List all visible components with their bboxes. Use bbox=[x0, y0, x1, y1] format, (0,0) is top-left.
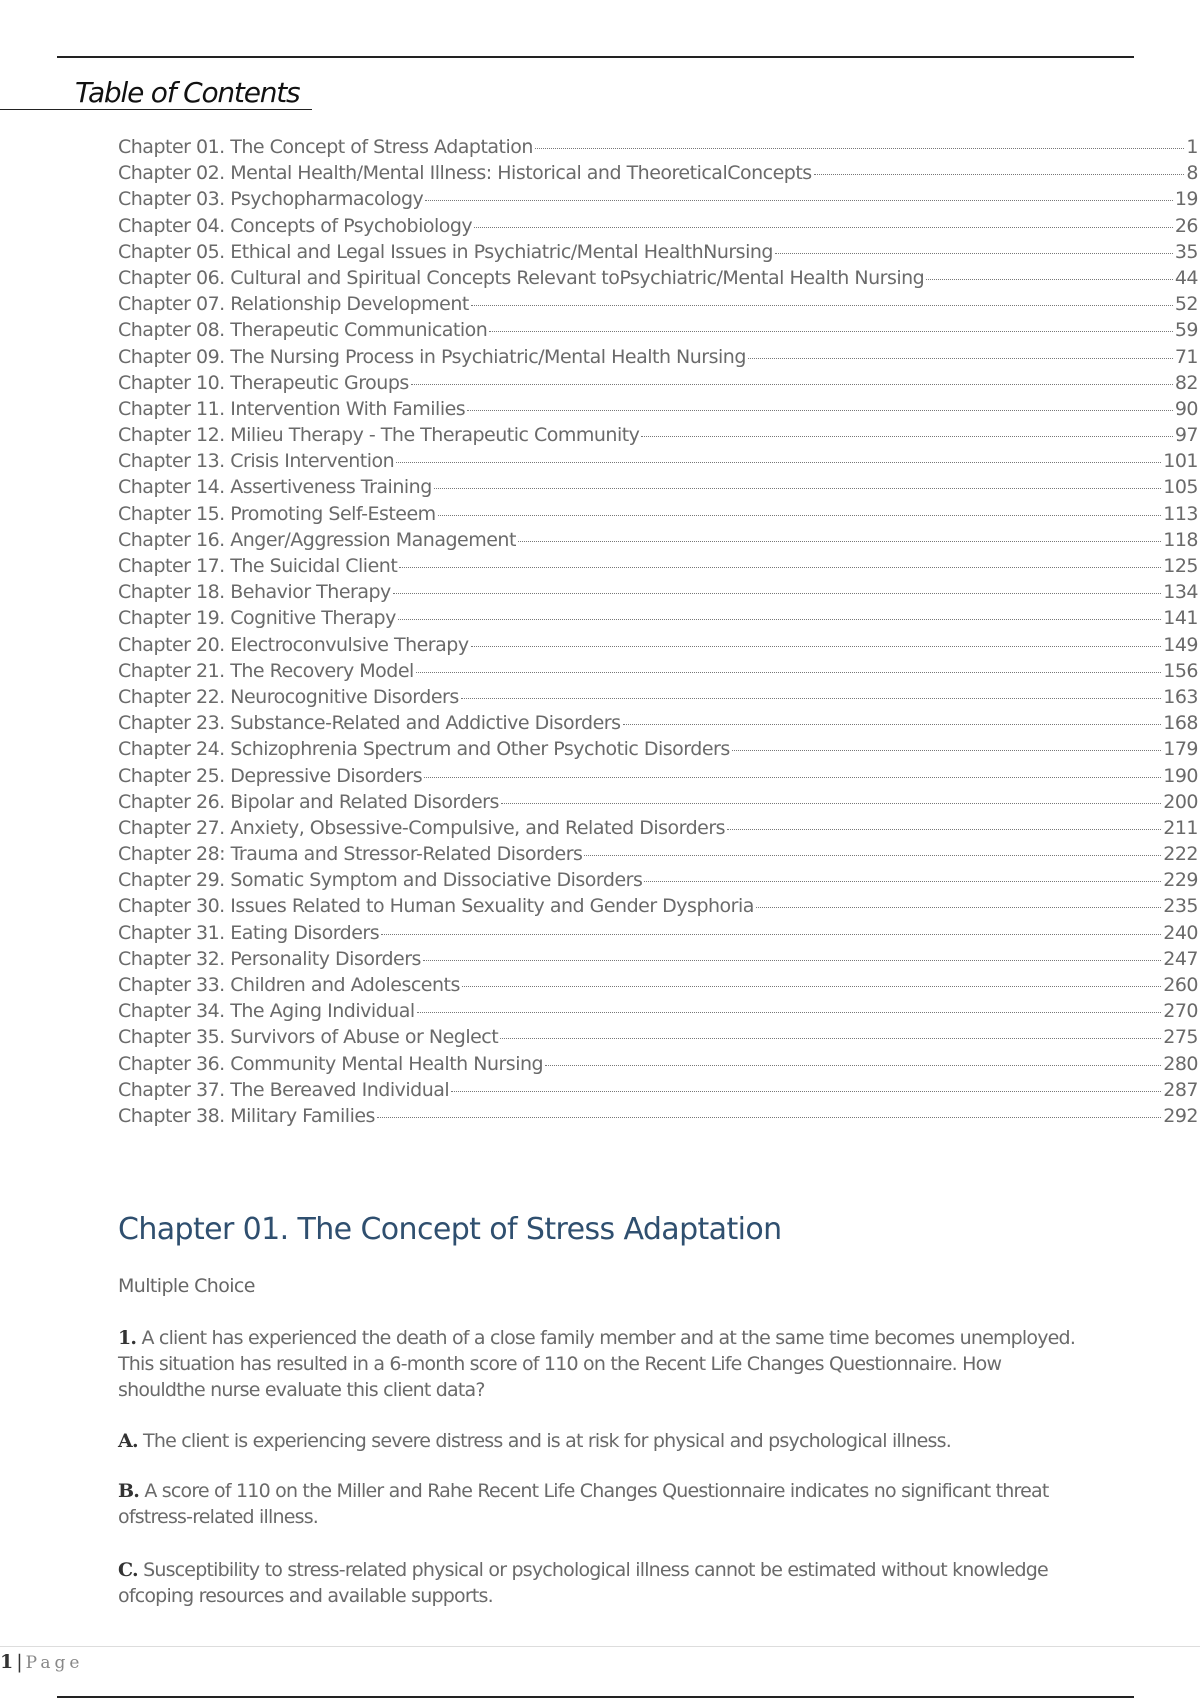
toc-entry[interactable] bbox=[118, 1053, 1198, 1079]
toc-entry[interactable] bbox=[118, 215, 1198, 241]
toc-list bbox=[118, 136, 1198, 1131]
toc-entry[interactable] bbox=[118, 1105, 1198, 1131]
toc-dot-leader bbox=[399, 567, 1161, 568]
toc-entry-label: Chapter 15. Promoting Self-Esteem bbox=[118, 502, 436, 525]
toc-entry-label: Chapter 36. Community Mental Health Nursing bbox=[118, 1052, 544, 1075]
toc-entry-label: Chapter 19. Cognitive Therapy bbox=[118, 607, 396, 630]
toc-entry-label: Chapter 33. Children and Adolescents bbox=[118, 974, 460, 996]
footer-page-number: 1 bbox=[0, 1651, 14, 1673]
toc-entry-label: Chapter 17. The Suicidal Client bbox=[118, 555, 398, 577]
toc-entry-label: Chapter 20. Electroconvulsive Therapy bbox=[118, 633, 469, 656]
toc-entry-label: Chapter 10. Therapeutic Groups bbox=[118, 371, 409, 394]
toc-entry-label: Chapter 23. Substance-Related and Addictive Disorders bbox=[118, 712, 621, 735]
toc-entry[interactable] bbox=[118, 765, 1198, 791]
footer-separator: | bbox=[16, 1651, 23, 1673]
toc-entry[interactable] bbox=[118, 686, 1198, 712]
toc-dot-leader bbox=[489, 331, 1173, 332]
toc-dot-leader bbox=[467, 410, 1173, 411]
toc-entry-page: 280 bbox=[1163, 1052, 1198, 1075]
toc-dot-leader bbox=[416, 672, 1161, 673]
option-c bbox=[118, 1557, 1078, 1609]
toc-entry-label: Chapter 35. Survivors of Abuse or Neglect bbox=[118, 1026, 499, 1049]
toc-entry[interactable] bbox=[118, 817, 1198, 843]
toc-dot-leader bbox=[411, 384, 1173, 385]
toc-entry-page: 101 bbox=[1163, 450, 1198, 473]
toc-entry-page: 222 bbox=[1163, 843, 1198, 866]
option-text: Susceptibility to stress-related physical or psychological illness cannot be estimated without knowledge ofcoping resources and available supports. bbox=[118, 1559, 1048, 1607]
toc-entry-label: Chapter 21. The Recovery Model bbox=[118, 659, 414, 682]
toc-entry[interactable] bbox=[118, 241, 1198, 267]
toc-entry[interactable] bbox=[118, 136, 1198, 162]
toc-entry-page: 156 bbox=[1163, 659, 1198, 682]
toc-entry[interactable] bbox=[118, 529, 1198, 555]
toc-dot-leader bbox=[423, 960, 1161, 961]
toc-dot-leader bbox=[438, 515, 1162, 516]
toc-entry-page: 240 bbox=[1163, 921, 1198, 944]
toc-title: Table of Contents bbox=[75, 76, 300, 109]
option-text: A score of 110 on the Miller and Rahe Recent Life Changes Questionnaire indicates no significant threat ofstress-related illness. bbox=[118, 1480, 1049, 1528]
toc-entry[interactable] bbox=[118, 974, 1198, 1000]
toc-entry-page: 90 bbox=[1174, 397, 1198, 420]
toc-entry-label: Chapter 30. Issues Related to Human Sexuality and Gender Dysphoria bbox=[118, 895, 754, 918]
toc-entry-label: Chapter 26. Bipolar and Related Disorders bbox=[118, 790, 499, 813]
toc-entry[interactable] bbox=[118, 922, 1198, 948]
toc-entry[interactable] bbox=[118, 162, 1198, 188]
toc-entry-label: Chapter 05. Ethical and Legal Issues in Psychiatric/Mental HealthNursing bbox=[118, 240, 773, 263]
toc-entry[interactable] bbox=[118, 895, 1198, 921]
question-text: A client has experienced the death of a close family member and at the same time becomes unemployed. This situation has resulted in a 6-month score of 110 on the Recent Life Changes Questionnaire. How shouldthe nurse evaluate this client data? bbox=[118, 1327, 1076, 1401]
toc-entry-label: Chapter 34. The Aging Individual bbox=[118, 1000, 415, 1023]
toc-entry-page: 8 bbox=[1186, 162, 1198, 185]
toc-entry[interactable] bbox=[118, 791, 1198, 817]
toc-entry-page: 71 bbox=[1174, 345, 1198, 368]
toc-entry[interactable] bbox=[118, 1079, 1198, 1105]
toc-entry-page: 82 bbox=[1174, 371, 1198, 394]
toc-entry-page: 59 bbox=[1174, 319, 1198, 342]
toc-entry[interactable] bbox=[118, 738, 1198, 764]
toc-entry-page: 141 bbox=[1163, 607, 1198, 630]
toc-entry-label: Chapter 09. The Nursing Process in Psychiatric/Mental Health Nursing bbox=[118, 345, 746, 368]
chapter-heading: Chapter 01. The Concept of Stress Adaptation bbox=[118, 1212, 782, 1247]
toc-entry-label: Chapter 28: Trauma and Stressor-Related Disorders bbox=[118, 843, 583, 866]
toc-entry-page: 97 bbox=[1174, 424, 1198, 447]
toc-entry-label: Chapter 18. Behavior Therapy bbox=[118, 581, 391, 604]
toc-entry-page: 190 bbox=[1163, 764, 1198, 787]
toc-entry-page: 1 bbox=[1186, 136, 1198, 158]
toc-entry-page: 26 bbox=[1174, 214, 1198, 237]
toc-entry-page: 275 bbox=[1163, 1026, 1198, 1049]
toc-entry-page: 134 bbox=[1163, 581, 1198, 604]
toc-entry[interactable] bbox=[118, 476, 1198, 502]
page-footer bbox=[0, 1651, 83, 1673]
toc-entry-page: 247 bbox=[1163, 947, 1198, 970]
toc-dot-leader bbox=[377, 1117, 1161, 1118]
toc-entry-label: Chapter 12. Milieu Therapy - The Therapeutic Community bbox=[118, 424, 640, 447]
toc-dot-leader bbox=[535, 148, 1184, 149]
toc-entry[interactable] bbox=[118, 188, 1198, 214]
toc-entry-page: 211 bbox=[1163, 816, 1198, 839]
toc-entry-page: 235 bbox=[1163, 895, 1198, 918]
toc-dot-leader bbox=[584, 855, 1161, 856]
toc-entry-label: Chapter 04. Concepts of Psychobiology bbox=[118, 214, 473, 237]
toc-dot-leader bbox=[462, 986, 1161, 987]
toc-dot-leader bbox=[926, 279, 1173, 280]
toc-entry-label: Chapter 08. Therapeutic Communication bbox=[118, 319, 488, 342]
toc-dot-leader bbox=[518, 541, 1161, 542]
toc-dot-leader bbox=[471, 646, 1162, 647]
toc-entry-label: Chapter 02. Mental Health/Mental Illness: Historical and TheoreticalConcepts bbox=[118, 162, 812, 185]
toc-dot-leader bbox=[398, 619, 1161, 620]
toc-dot-leader bbox=[748, 358, 1173, 359]
toc-entry-label: Chapter 29. Somatic Symptom and Dissociative Disorders bbox=[118, 869, 643, 892]
toc-dot-leader bbox=[732, 750, 1162, 751]
toc-dot-leader bbox=[775, 253, 1173, 254]
toc-dot-leader bbox=[727, 829, 1161, 830]
toc-entry-page: 163 bbox=[1163, 685, 1198, 708]
toc-entry[interactable] bbox=[118, 712, 1198, 738]
option-letter: A. bbox=[118, 1430, 138, 1452]
toc-entry[interactable] bbox=[118, 1026, 1198, 1052]
toc-entry-page: 200 bbox=[1163, 790, 1198, 813]
toc-entry-label: Chapter 06. Cultural and Spiritual Concepts Relevant toPsychiatric/Mental Health Nursing bbox=[118, 266, 925, 289]
toc-dot-leader bbox=[425, 200, 1173, 201]
question-number: 1. bbox=[118, 1327, 137, 1349]
toc-entry-page: 149 bbox=[1163, 633, 1198, 656]
footer-rule bbox=[0, 1646, 1200, 1647]
toc-entry-label: Chapter 16. Anger/Aggression Management bbox=[118, 528, 516, 551]
question-1 bbox=[118, 1325, 1078, 1403]
toc-entry[interactable] bbox=[118, 607, 1198, 633]
toc-entry-page: 179 bbox=[1163, 738, 1198, 761]
footer-page-word: Page bbox=[25, 1653, 84, 1673]
toc-entry-label: Chapter 24. Schizophrenia Spectrum and Other Psychotic Disorders bbox=[118, 738, 730, 761]
toc-entry-page: 44 bbox=[1174, 266, 1198, 289]
toc-entry[interactable] bbox=[118, 660, 1198, 686]
toc-entry-label: Chapter 27. Anxiety, Obsessive-Compulsive, and Related Disorders bbox=[118, 816, 726, 839]
option-letter: B. bbox=[118, 1480, 140, 1502]
toc-dot-leader bbox=[461, 698, 1161, 699]
toc-dot-leader bbox=[393, 593, 1161, 594]
toc-dot-leader bbox=[623, 724, 1162, 725]
bottom-rule bbox=[57, 1696, 1134, 1698]
toc-entry-label: Chapter 25. Depressive Disorders bbox=[118, 764, 423, 787]
toc-entry[interactable] bbox=[118, 581, 1198, 607]
toc-entry-page: 118 bbox=[1163, 528, 1198, 551]
toc-entry[interactable] bbox=[118, 346, 1198, 372]
toc-entry[interactable] bbox=[118, 634, 1198, 660]
toc-dot-leader bbox=[451, 1091, 1161, 1092]
toc-entry-label: Chapter 03. Psychopharmacology bbox=[118, 188, 424, 211]
toc-dot-leader bbox=[545, 1065, 1161, 1066]
toc-entry-page: 270 bbox=[1163, 1000, 1198, 1023]
toc-dot-leader bbox=[434, 488, 1161, 489]
toc-entry[interactable] bbox=[118, 450, 1198, 476]
toc-entry-page: 292 bbox=[1163, 1104, 1198, 1127]
toc-dot-leader bbox=[814, 174, 1185, 175]
toc-dot-leader bbox=[756, 907, 1161, 908]
toc-entry-label: Chapter 38. Military Families bbox=[118, 1104, 375, 1127]
toc-dot-leader bbox=[396, 462, 1161, 463]
toc-entry-label: Chapter 07. Relationship Development bbox=[118, 293, 469, 316]
toc-entry[interactable] bbox=[118, 293, 1198, 319]
toc-entry-page: 19 bbox=[1174, 188, 1198, 211]
toc-entry[interactable] bbox=[118, 843, 1198, 869]
toc-entry-page: 125 bbox=[1163, 555, 1198, 577]
toc-dot-leader bbox=[641, 436, 1172, 437]
toc-entry[interactable] bbox=[118, 555, 1198, 581]
toc-entry-label: Chapter 31. Eating Disorders bbox=[118, 921, 380, 944]
toc-entry-label: Chapter 11. Intervention With Families bbox=[118, 397, 466, 420]
option-a bbox=[118, 1428, 1078, 1454]
toc-entry[interactable] bbox=[118, 503, 1198, 529]
toc-entry-page: 35 bbox=[1174, 240, 1198, 263]
toc-entry-label: Chapter 13. Crisis Intervention bbox=[118, 450, 395, 473]
toc-dot-leader bbox=[474, 227, 1173, 228]
toc-entry-page: 113 bbox=[1163, 502, 1198, 525]
toc-entry[interactable] bbox=[118, 319, 1198, 345]
toc-dot-leader bbox=[471, 305, 1173, 306]
toc-dot-leader bbox=[381, 934, 1161, 935]
toc-dot-leader bbox=[644, 881, 1161, 882]
toc-entry-page: 168 bbox=[1163, 712, 1198, 735]
toc-entry[interactable] bbox=[118, 398, 1198, 424]
toc-dot-leader bbox=[424, 777, 1161, 778]
toc-dot-leader bbox=[417, 1012, 1162, 1013]
toc-entry-label: Chapter 01. The Concept of Stress Adaptation bbox=[118, 136, 533, 158]
section-label: Multiple Choice bbox=[118, 1275, 255, 1297]
toc-title-underline bbox=[0, 109, 312, 110]
option-b bbox=[118, 1478, 1078, 1530]
option-letter: C. bbox=[118, 1559, 138, 1581]
toc-entry-page: 260 bbox=[1163, 974, 1198, 996]
toc-entry-label: Chapter 22. Neurocognitive Disorders bbox=[118, 685, 459, 708]
toc-entry-page: 52 bbox=[1174, 293, 1198, 316]
toc-entry[interactable] bbox=[118, 372, 1198, 398]
option-text: The client is experiencing severe distress and is at risk for physical and psychological illness. bbox=[143, 1430, 951, 1452]
toc-entry[interactable] bbox=[118, 869, 1198, 895]
toc-entry-page: 105 bbox=[1163, 476, 1198, 499]
toc-entry-label: Chapter 32. Personality Disorders bbox=[118, 947, 421, 970]
toc-dot-leader bbox=[501, 803, 1161, 804]
toc-entry-page: 229 bbox=[1163, 869, 1198, 892]
toc-entry[interactable] bbox=[118, 1000, 1198, 1026]
toc-entry-label: Chapter 14. Assertiveness Training bbox=[118, 476, 432, 499]
toc-dot-leader bbox=[500, 1038, 1161, 1039]
toc-entry[interactable] bbox=[118, 424, 1198, 450]
toc-entry-label: Chapter 37. The Bereaved Individual bbox=[118, 1078, 450, 1101]
toc-entry[interactable] bbox=[118, 948, 1198, 974]
header-rule bbox=[57, 56, 1134, 58]
toc-entry-page: 287 bbox=[1163, 1078, 1198, 1101]
toc-entry[interactable] bbox=[118, 267, 1198, 293]
